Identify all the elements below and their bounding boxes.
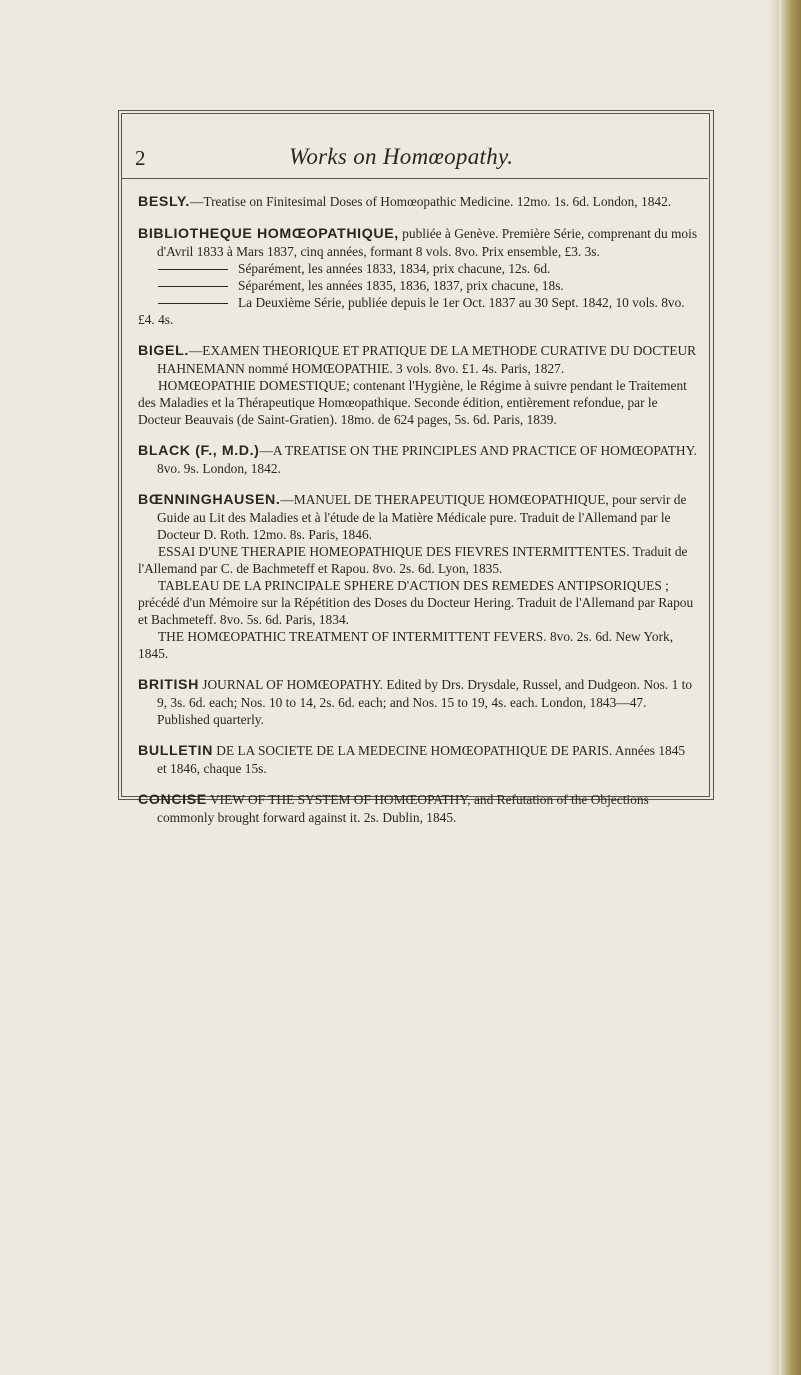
page-number: 2 — [135, 146, 146, 170]
entry-besly — [138, 193, 698, 211]
entry-author: BŒNNINGHAUSEN. — [138, 492, 281, 508]
entry-black — [138, 442, 698, 477]
entry-text: —A TREATISE ON THE PRINCIPLES AND PRACTICE OF HOMŒOPATHY. 8vo. 9s. London, 1842. — [157, 443, 697, 476]
entry-sub: Séparément, les années 1833, 1834, prix chacune, 12s. 6d. — [138, 260, 698, 277]
entry-author: BRITISH — [138, 677, 199, 693]
entry-author: CONCISE — [138, 792, 207, 808]
gutter-shadow — [769, 0, 779, 1375]
book-spine-edge — [779, 0, 801, 1375]
entry-author: BIGEL. — [138, 343, 189, 359]
entry-sub: La Deuxième Série, publiée depuis le 1er Oct. 1837 au 30 Sept. 1842, 10 vols. 8vo. £4. 4s. — [138, 295, 685, 327]
entry-author: BLACK (F., M.D.) — [138, 443, 260, 459]
ditto-rule — [158, 286, 228, 287]
entry-text: DE LA SOCIETE DE LA MEDECINE HOMŒOPATHIQUE DE PARIS. Années 1845 et 1846, chaque 15s. — [157, 743, 686, 776]
entry-sub: Séparément, les années 1835, 1836, 1837, prix chacune, 18s. — [138, 277, 698, 294]
entry-sub: TABLEAU DE LA PRINCIPALE SPHERE D'ACTION DES REMEDES ANTIPSORIQUES ; précédé d'un Mémoire sur la Répétition des Doses du Docteur Hering. Traduit de l'Allemand par Rapou et Bachmeteff. 8vo. 5s. 6d. Paris, 1834. — [138, 578, 694, 627]
ditto-rule — [158, 303, 228, 304]
entry-text: JOURNAL OF HOMŒOPATHY. Edited by Drs. Drysdale, Russel, and Dudgeon. Nos. 1 to 9, 3s. 6d. each; Nos. 10 to 14, 2s. 6d. each; and Nos. 15 to 19, 4s. each. London, 1843—47. Published quarterly. — [157, 677, 693, 727]
entry-text: VIEW OF THE SYSTEM OF HOMŒOPATHY, and Refutation of the Objections commonly brought forward against it. 2s. Dublin, 1845. — [157, 792, 649, 825]
ditto-rule — [158, 269, 228, 270]
entry-boenninghausen — [138, 491, 698, 662]
catalogue-list — [138, 193, 698, 826]
header-rule — [122, 178, 708, 179]
entry-british-journal — [138, 676, 698, 728]
entry-bulletin — [138, 742, 698, 777]
entry-sub: THE HOMŒOPATHIC TREATMENT OF INTERMITTENT FEVERS. 8vo. 2s. 6d. New York, 1845. — [138, 629, 674, 661]
entry-bibliotheque — [138, 225, 698, 328]
entry-text: —EXAMEN THEORIQUE ET PRATIQUE DE LA METHODE CURATIVE DU DOCTEUR HAHNEMANN nommé HOMŒOPATHIE. 3 vols. 8vo. £1. 4s. Paris, 1827. — [157, 343, 697, 376]
entry-text: —Treatise on Finitesimal Doses of Homœopathic Medicine. 12mo. 1s. 6d. London, 1842. — [189, 194, 672, 209]
running-title: Works on Homœopathy. — [289, 144, 514, 169]
entry-text: —MANUEL DE THERAPEUTIQUE HOMŒOPATHIQUE, pour servir de Guide au Lit des Maladies et à l'étude de la Matière Médicale pure. Traduit de l'Allemand par le Docteur D. Roth. 12mo. 8s. Paris, 1846. — [157, 492, 687, 542]
entry-sub: ESSAI D'UNE THERAPIE HOMEOPATHIQUE DES FIEVRES INTERMITTENTES. Traduit de l'Allemand par C. de Bachmeteff et Rapou. 8vo. 2s. 6d. Lyon, 1835. — [138, 544, 688, 576]
entry-author: BULLETIN — [138, 743, 213, 759]
entry-author: BIBLIOTHEQUE HOMŒOPATHIQUE, — [138, 226, 399, 242]
entry-concise-view — [138, 791, 698, 826]
entry-author: BESLY. — [138, 194, 190, 210]
entry-text: publiée à Genève. Première Série, comprenant du mois d'Avril 1833 à Mars 1837, cinq années, formant 8 vols. 8vo. Prix ensemble, £3. 3s. — [157, 226, 698, 259]
entry-sub: HOMŒOPATHIE DOMESTIQUE; contenant l'Hygiène, le Régime à suivre pendant le Traitement des Maladies et la Thérapeutique Homœopathique. Seconde édition, entièrement refondue, par le Docteur Beauvais (de Saint-Gratien). 18mo. de 624 pages, 5s. 6d. Paris, 1839. — [138, 378, 687, 427]
entry-bigel — [138, 342, 698, 428]
